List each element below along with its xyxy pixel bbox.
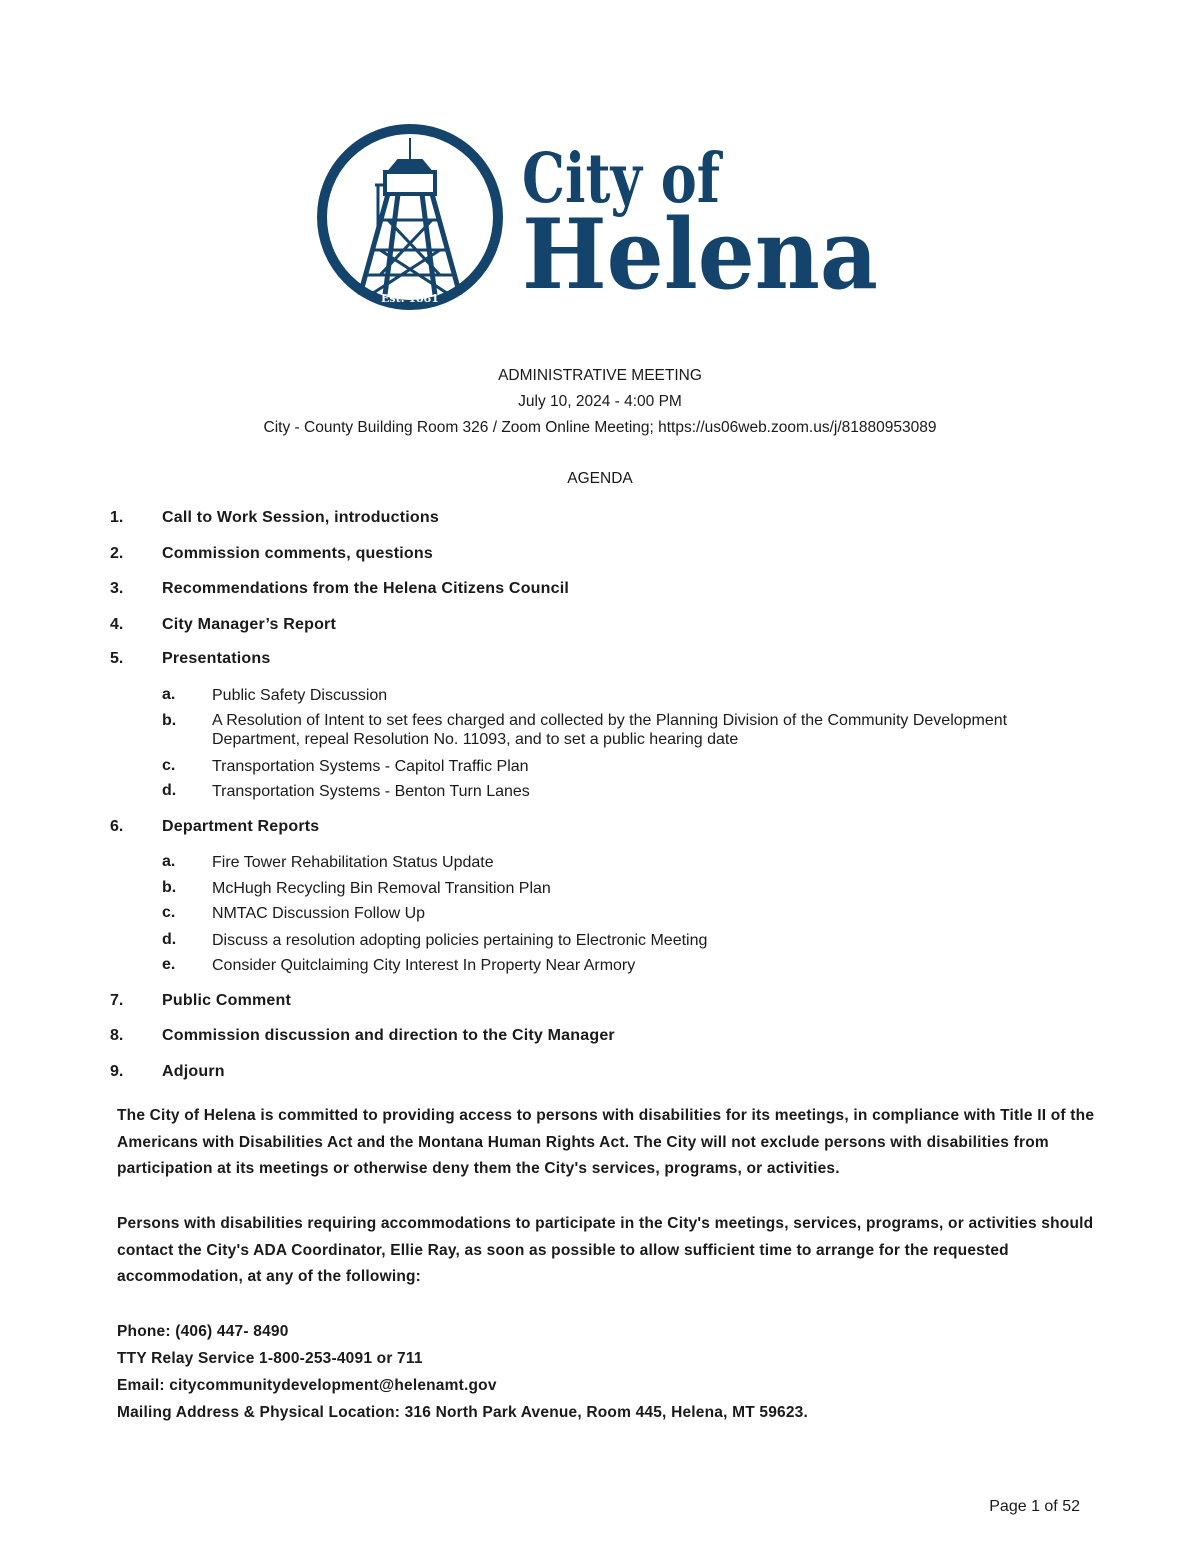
sub-item: Fire Tower Rehabilitation Status Update [212, 854, 494, 871]
agenda-item: City Manager’s Report [162, 616, 337, 633]
sub-item-letter: b. [162, 712, 177, 729]
sub-item-letter: c. [162, 757, 176, 774]
agenda-number: 4. [110, 616, 124, 633]
sub-item: Transportation Systems - Benton Turn Lanes [212, 783, 530, 800]
sub-item-letter: b. [162, 879, 177, 896]
agenda-item: Presentations [162, 650, 271, 667]
sub-item: A Resolution of Intent to set fees charged and collected by the Planning Division of the Community Development Department, repeal Resolution No. 11093, and to set a public hearing date [212, 712, 1008, 748]
agenda-number: 8. [110, 1027, 124, 1044]
logo-line2: Helena [522, 198, 878, 311]
ada-notice-paragraph: The City of Helena is committed to providing access to persons with disabilities for its meetings, in compliance with Title II of the Americans with Disabilities Act and the Montana Human Rights Act. The City will not exclude persons with disabilities from participation at its meetings or otherwise deny them the City's services, programs, or activities. [117, 1107, 1095, 1177]
contact-tty: TTY Relay Service 1-800-253-4091 or 711 [117, 1350, 423, 1367]
meeting-datetime: July 10, 2024 - 4:00 PM [518, 393, 682, 410]
agenda-number: 1. [110, 509, 124, 526]
agenda-item: Adjourn [162, 1063, 225, 1080]
meeting-type: ADMINISTRATIVE MEETING [498, 367, 702, 384]
sub-item-letter: d. [162, 931, 177, 948]
accommodation-paragraph: Persons with disabilities requiring accommodations to participate in the City's meetings, services, programs, or activities should contact the City's ADA Coordinator, Ellie Ray, as soon as possible to allow sufficient time to arrange for the requested accommodation, at any of the following: [117, 1215, 1094, 1285]
agenda-item: Recommendations from the Helena Citizens Council [162, 580, 569, 597]
sub-item-letter: a. [162, 853, 176, 870]
meeting-location: City - County Building Room 326 / Zoom Online Meeting; https://us06web.zoom.us/j/81880953089 [263, 419, 937, 436]
agenda-number: 2. [110, 545, 124, 562]
fire-tower-emblem-icon [322, 129, 498, 305]
sub-item: Consider Quitclaiming City Interest In Property Near Armory [212, 957, 636, 974]
sub-item-letter: e. [162, 956, 176, 973]
contact-email[interactable]: Email: citycommunitydevelopment@helenamt.gov [117, 1377, 497, 1394]
agenda-item: Commission comments, questions [162, 545, 433, 562]
city-of-helena-logo [300, 110, 900, 330]
agenda-number: 6. [110, 818, 124, 835]
sub-item-letter: c. [162, 904, 176, 921]
agenda-number: 7. [110, 992, 124, 1009]
sub-item: Public Safety Discussion [212, 687, 388, 704]
contact-address: Mailing Address & Physical Location: 316 North Park Avenue, Room 445, Helena, MT 59623. [117, 1404, 808, 1421]
agenda-item: Call to Work Session, introductions [162, 509, 439, 526]
agenda-number: 3. [110, 580, 124, 597]
sub-item-letter: a. [162, 686, 176, 703]
sub-item: McHugh Recycling Bin Removal Transition Plan [212, 880, 551, 897]
agenda-item: Department Reports [162, 818, 320, 835]
agenda-item: Public Comment [162, 992, 292, 1009]
page-number: Page 1 of 52 [989, 1498, 1080, 1515]
sub-item: Discuss a resolution adopting policies pertaining to Electronic Meeting [212, 932, 708, 949]
contact-phone: Phone: (406) 447- 8490 [117, 1323, 289, 1340]
agenda-title: AGENDA [567, 470, 633, 487]
agenda-number: 9. [110, 1063, 124, 1080]
agenda-item: Commission discussion and direction to the City Manager [162, 1027, 615, 1044]
sub-item: Transportation Systems - Capitol Traffic Plan [212, 758, 529, 775]
agenda-number: 5. [110, 650, 124, 667]
logo-line1: City of [522, 139, 723, 219]
sub-item-letter: d. [162, 782, 177, 799]
logo-established: Est. 1881 [381, 292, 439, 305]
sub-item: NMTAC Discussion Follow Up [212, 905, 426, 922]
